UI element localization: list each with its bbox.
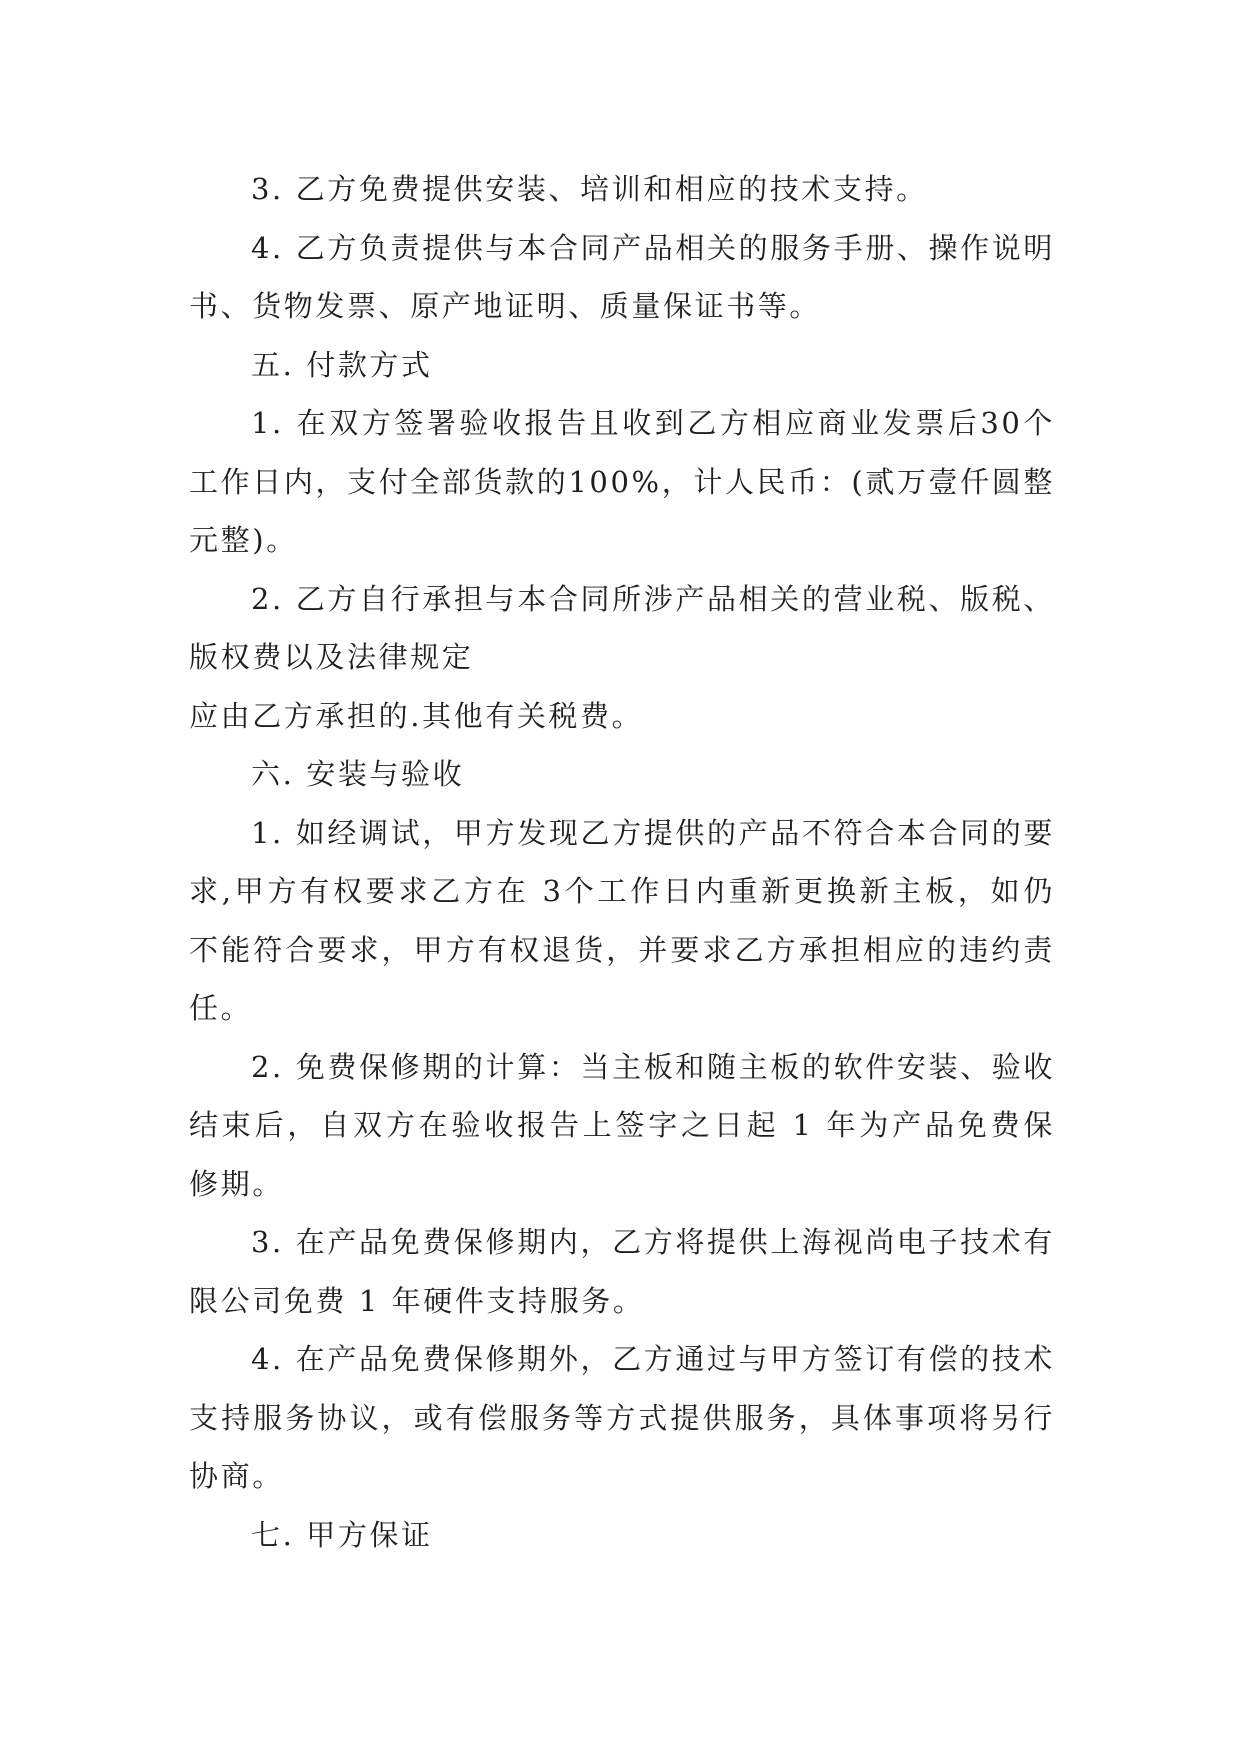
section-heading-party-a-guarantee: 七. 甲方保证 (251, 1517, 433, 1552)
section-heading-payment: 五. 付款方式 (251, 347, 433, 382)
paragraph-clause-6-1: 1. 如经调试，甲方发现乙方提供的产品不符合本合同的要求,甲方有权要求乙方在 3个工作日内重新更换新主板，如仍不能符合要求，甲方有权退货，并要求乙方承担相应的违约责任。 (189, 815, 1055, 1025)
paragraph-clause-5-1: 1. 在双方签署验收报告且收到乙方相应商业发票后30个工作日内，支付全部货款的100%，计人民币：(贰万壹仟圆整元整)。 (189, 406, 1055, 557)
paragraph-clause-6-3: 3. 在产品免费保修期内，乙方将提供上海视尚电子技术有限公司免费 1 年硬件支持服务。 (189, 1225, 1055, 1318)
paragraph-clause-5-2: 2. 乙方自行承担与本合同所涉产品相关的营业税、版税、版权费以及法律规定 (189, 581, 1055, 674)
paragraph-clause-4-4: 4. 乙方负责提供与本合同产品相关的服务手册、操作说明书、货物发票、原产地证明、质量保证书等。 (189, 230, 1055, 323)
paragraph-clause-5-2-continued: 应由乙方承担的.其他有关税费。 (189, 698, 644, 733)
paragraph-clause-6-2: 2. 免费保修期的计算：当主板和随主板的软件安装、验收结束后，自双方在验收报告上签字之日起 1 年为产品免费保修期。 (189, 1049, 1055, 1201)
section-heading-installation: 六. 安装与验收 (251, 757, 465, 791)
paragraph-clause-6-4: 4. 在产品免费保修期外，乙方通过与甲方签订有偿的技术支持服务协议，或有偿服务等方式提供服务，具体事项将另行协商。 (189, 1342, 1055, 1493)
paragraph-clause-4-3: 3. 乙方免费提供安装、培训和相应的技术支持。 (251, 172, 928, 206)
document-body (189, 160, 1055, 1564)
